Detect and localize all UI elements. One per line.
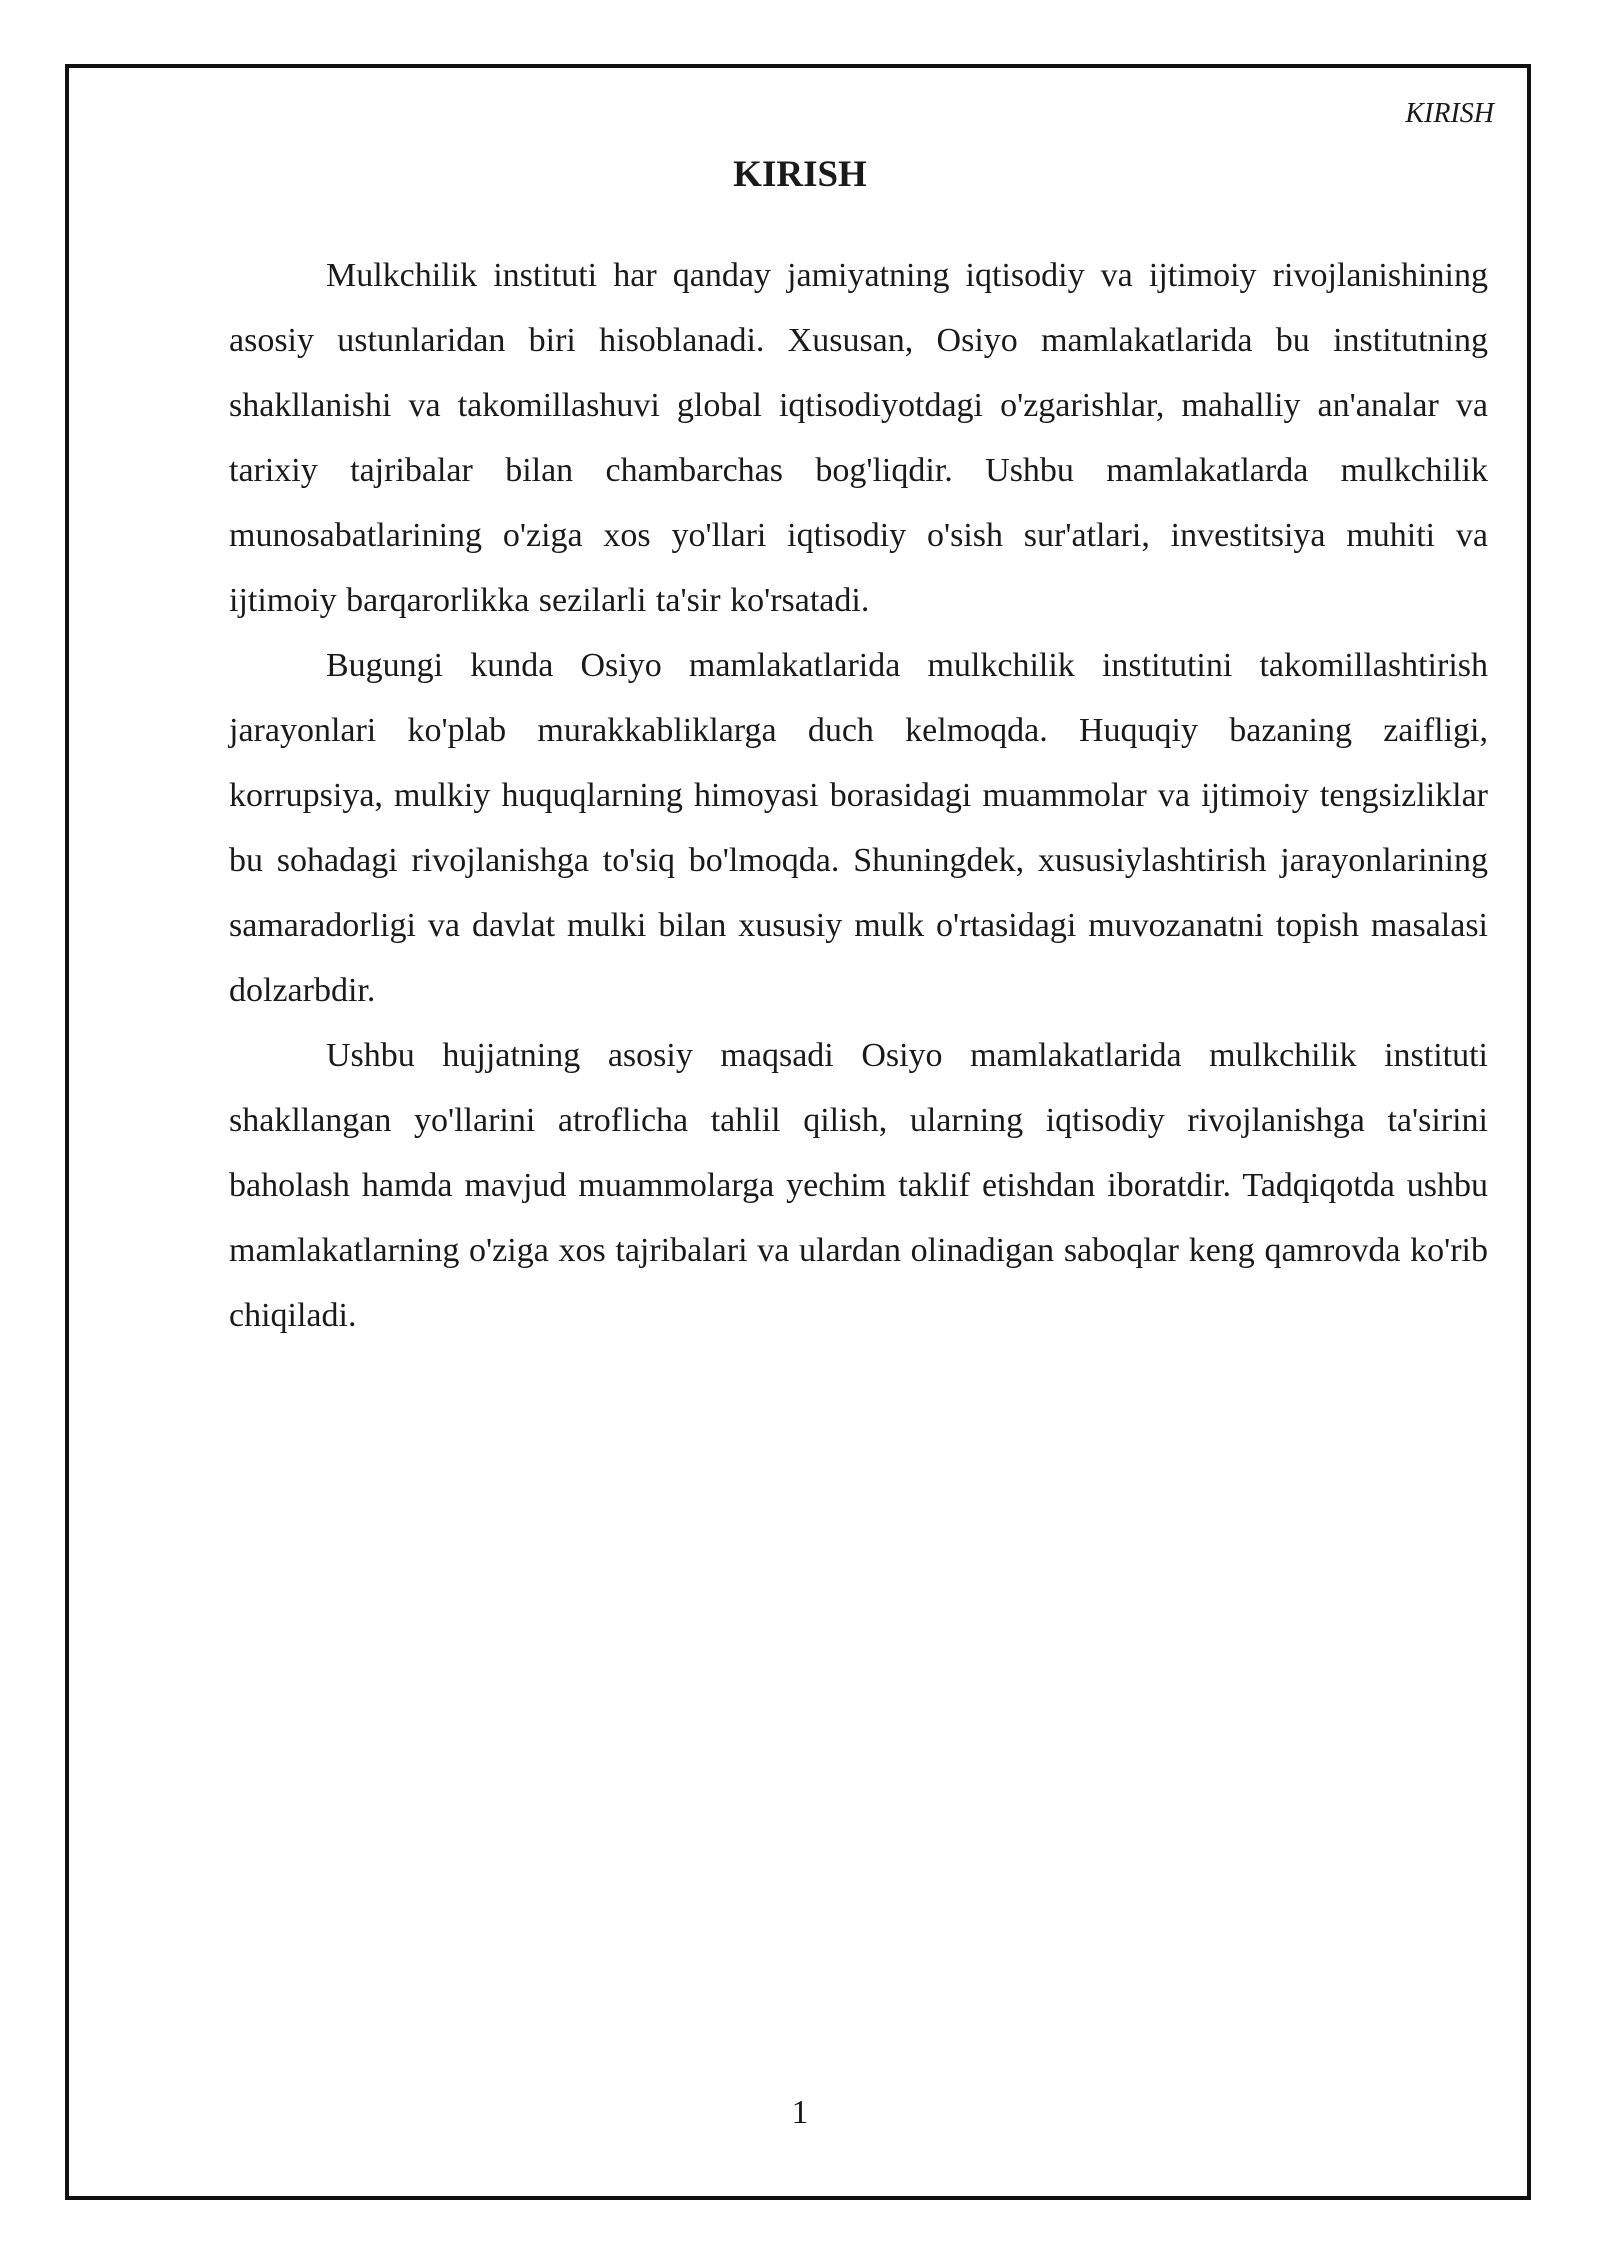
paragraph-3: Ushbu hujjatning asosiy maqsadi Osiyo mamlakatlarida mulkchilik instituti shakllangan yo'llarini atroflicha tahlil qilish, ularning iqtisodiy rivojlanishga ta'sirini baholash hamda mavjud muammolarga yechim taklif etishdan iboratdir. Tadqiqotda ushbu mamlakatlarning o'ziga xos tajribalari va ulardan olinadigan saboqlar keng qamrovda ko'rib chiqiladi. xyxy=(229,1037,1488,1334)
paragraph-2: Bugungi kunda Osiyo mamlakatlarida mulkchilik institutini takomillashtirish jarayonlari ko'plab murakkabliklarga duch kelmoqda. Huquqiy bazaning zaifligi, korrupsiya, mulkiy huquqlarning himoyasi borasidagi muammolar va ijtimoiy tengsizliklar bu sohadagi rivojlanishga to'siq bo'lmoqda. Shuningdek, xususiylashtirish jarayonlarining samaradorligi va davlat mulki bilan xususiy mulk o'rtasidagi muvozanatni topish masalasi dolzarbdir. xyxy=(229,647,1488,1009)
running-header: KIRISH xyxy=(1405,98,1494,129)
paragraph-1: Mulkchilik instituti har qanday jamiyatning iqtisodiy va ijtimoiy rivojlanishining asosiy ustunlaridan biri hisoblanadi. Xususan, Osiyo mamlakatlarida bu institutning shakllanishi va takomillashuvi global iqtisodiyotdagi o'zgarishlar, mahalliy an'analar va tarixiy tajribalar bilan chambarchas bog'liqdir. Ushbu mamlakatlarda mulkchilik munosabatlarining o'ziga xos yo'llari iqtisodiy o'sish sur'atlari, investitsiya muhiti va ijtimoiy barqarorlikka sezilarli ta'sir ko'rsatadi. xyxy=(229,257,1488,619)
body-text xyxy=(229,243,1488,1348)
page-number: 1 xyxy=(791,2094,809,2131)
page-title: KIRISH xyxy=(733,154,867,195)
